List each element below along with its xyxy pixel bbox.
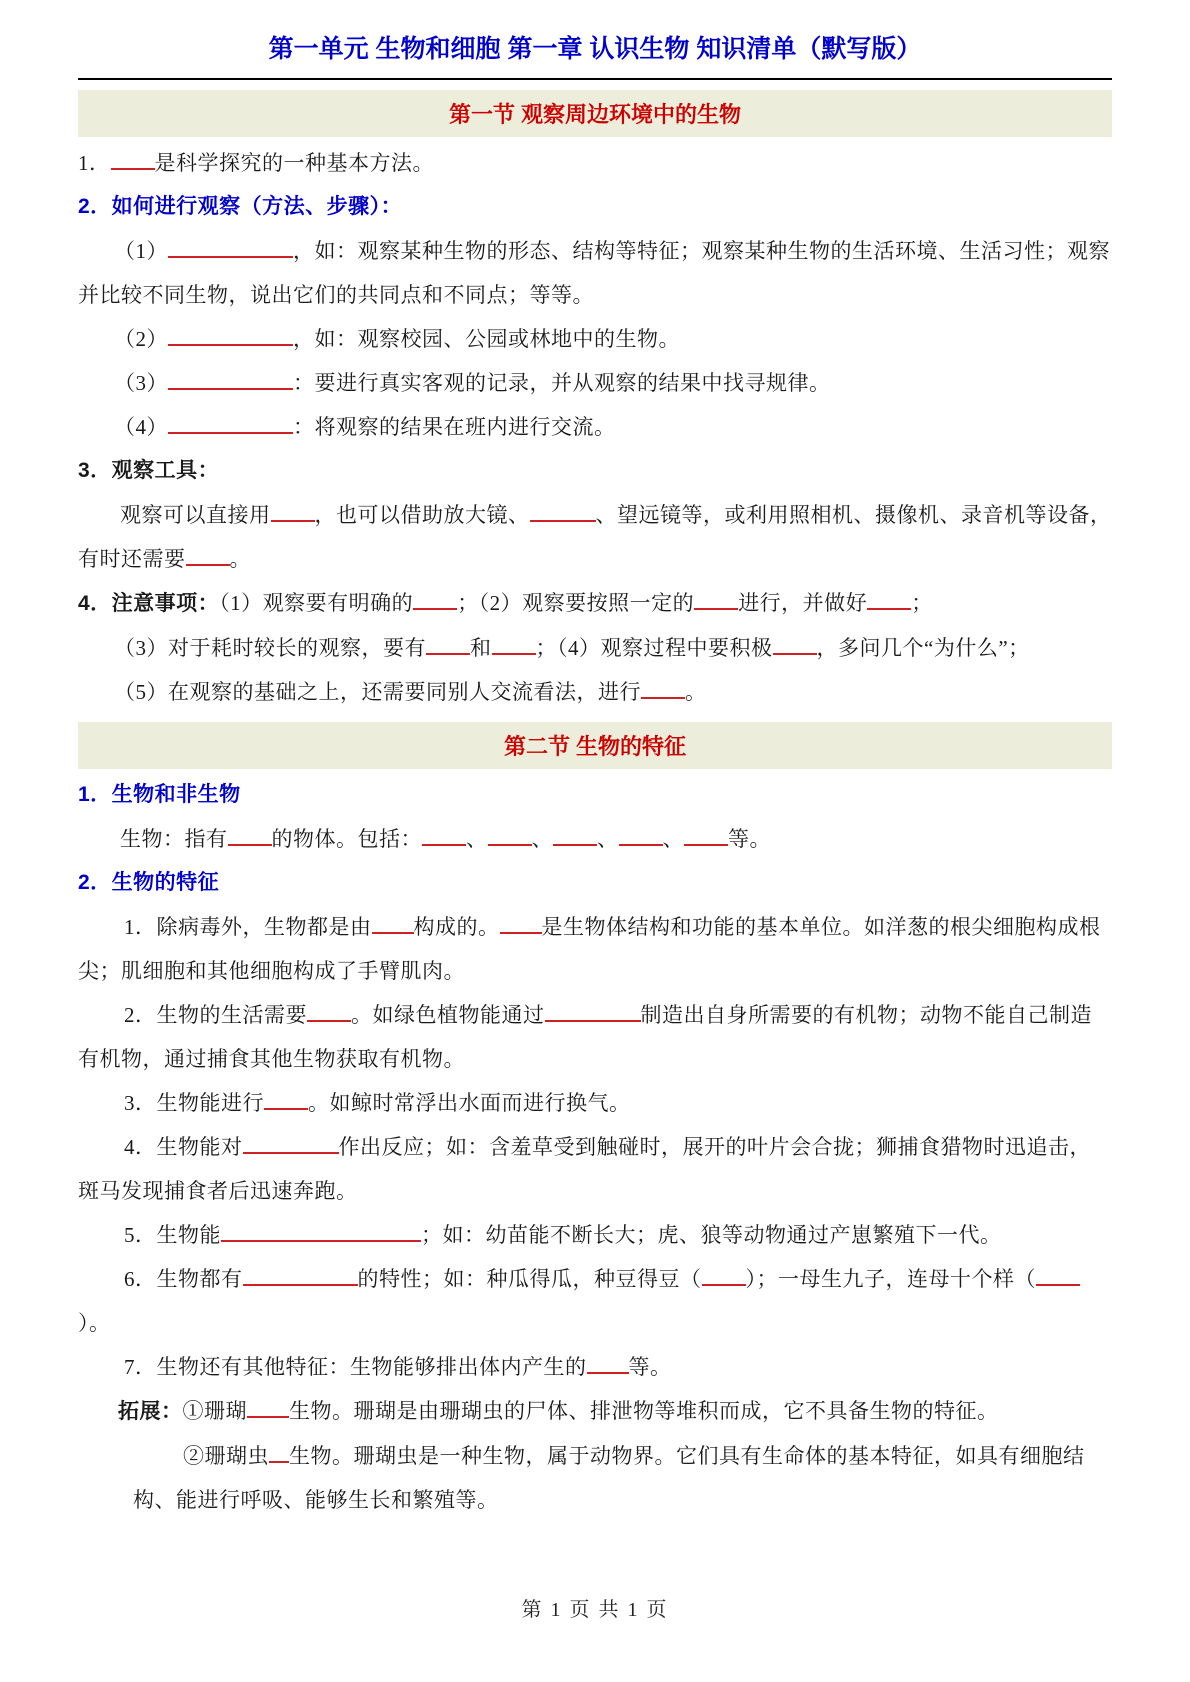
text-run: ，多问几个“为什么”；	[816, 636, 1030, 660]
text-run: ，如：观察某种生物的形态、结构等特征；观察某种生物的生活环境、生活习性；观察并比较不同生物，说出它们的共同点和不同点；等等。	[78, 239, 1110, 307]
extension-coral-polyp	[78, 1434, 1112, 1522]
item-4-notes	[78, 581, 1112, 626]
text-run: 。如绿色植物能通过	[351, 1003, 545, 1027]
fill-in-blank	[264, 1092, 308, 1110]
fill-in-blank	[269, 1445, 289, 1463]
text-run: 、望远镜等，或利用照相机、摄像机、录音机等设备，有时还需要	[78, 503, 1112, 571]
text-run: 的特性；如：种瓜得瓜，种豆得豆（	[357, 1267, 702, 1291]
text-run: （2）	[114, 327, 168, 351]
fill-in-blank	[488, 828, 532, 846]
text-run: 。	[229, 547, 251, 571]
text-run: 。	[685, 680, 707, 704]
notes-continued	[78, 626, 1112, 670]
fill-in-blank	[587, 1356, 629, 1374]
feature-5-growth	[78, 1213, 1112, 1257]
document-body	[78, 90, 1112, 1522]
fill-in-blank	[372, 916, 414, 934]
text-run: 、	[597, 827, 619, 851]
fill-in-blank	[243, 1268, 358, 1286]
text-run: （1）观察要有明确的	[219, 591, 414, 615]
fill-in-blank	[426, 637, 470, 655]
feature-4-stimuli	[78, 1125, 1112, 1213]
text-run: 是生物体结构和功能的基本单位。如洋葱的根尖细胞构成根尖；肌细胞和其他细胞构成了手臂肌肉。	[78, 915, 1101, 983]
page-title: 第一单元 生物和细胞 第一章 认识生物 知识清单（默写版）	[268, 35, 922, 63]
fill-in-blank	[702, 1268, 746, 1286]
text-run: （3）对于耗时较长的观察，要有	[114, 636, 426, 660]
fill-in-blank	[422, 828, 466, 846]
q1-observation-method	[78, 141, 1112, 185]
text-run: ；（4）观察过程中要积极	[535, 636, 773, 660]
fill-in-blank	[492, 637, 536, 655]
text-run: 、	[662, 827, 684, 851]
fill-in-blank	[221, 1224, 421, 1242]
text-run: 4．注意事项：	[78, 592, 220, 615]
text-run: 。如鲸时常浮出水面而进行换气。	[308, 1091, 631, 1115]
text-run: 和	[470, 636, 492, 660]
text-run: 1．	[78, 151, 111, 175]
text-run: ：要进行真实客观的记录，并从观察的结果中找寻规律。	[293, 371, 831, 395]
feature-2-nutrition	[78, 993, 1112, 1081]
text-run: 拓展：	[118, 1400, 183, 1423]
section-1-header	[78, 90, 1112, 137]
heading-how-to-observe	[78, 185, 1112, 229]
text-run: ①珊瑚	[182, 1399, 247, 1423]
text-run: 1．生物和非生物	[78, 783, 241, 806]
fill-in-blank	[168, 328, 293, 346]
text-run: 等。	[628, 1355, 672, 1379]
text-run: 是科学探究的一种基本方法。	[154, 151, 434, 175]
title-divider	[78, 78, 1112, 80]
text-run: 、	[531, 827, 553, 851]
fill-in-blank	[271, 504, 315, 522]
text-run: 生物。珊瑚是由珊瑚虫的尸体、排泄物等堆积而成，它不具备生物的特征。	[289, 1399, 999, 1423]
fill-in-blank	[684, 828, 728, 846]
heading-characteristics	[78, 861, 1112, 905]
fill-in-blank	[773, 637, 817, 655]
text-run: 4．生物能对	[124, 1135, 243, 1159]
fill-in-blank	[168, 372, 293, 390]
text-run: 7．生物还有其他特征：生物能够排出体内产生的	[124, 1355, 587, 1379]
fill-in-blank	[111, 152, 155, 170]
text-run: （1）	[114, 239, 168, 263]
feature-3-respiration	[78, 1081, 1112, 1125]
text-run: 3．生物能进行	[124, 1091, 264, 1115]
fill-in-blank	[243, 1136, 339, 1154]
fill-in-blank	[545, 1004, 641, 1022]
page-number: 第 1 页 共 1 页	[521, 1599, 669, 1621]
section-2-header	[78, 722, 1112, 769]
section-header-title: 第一节 观察周边环境中的生物	[448, 102, 742, 127]
step-1-purpose	[78, 229, 1112, 317]
section-header-title: 第二节 生物的特征	[503, 734, 687, 759]
text-run: ）。	[78, 1311, 111, 1335]
step-2-target	[78, 317, 1112, 361]
text-run: ，如：观察校园、公园或林地中的生物。	[293, 327, 680, 351]
fill-in-blank	[641, 681, 685, 699]
notes-item-5	[78, 670, 1112, 714]
text-run: （3）	[114, 371, 168, 395]
feature-1-cells	[78, 905, 1112, 993]
text-run: 生物。珊瑚虫是一种生物，属于动物界。它们具有生命体的基本特征，如具有细胞结构、能进行呼吸、能够生长和繁殖等。	[133, 1444, 1085, 1512]
text-run: ②珊瑚虫	[183, 1444, 269, 1468]
heading-observation-tools	[78, 449, 1112, 493]
text-run: （4）	[114, 415, 168, 439]
fill-in-blank	[307, 1004, 351, 1022]
fill-in-blank	[247, 1400, 289, 1418]
fill-in-blank	[694, 592, 738, 610]
fill-in-blank	[413, 592, 457, 610]
living-definition	[78, 817, 1112, 861]
text-run: ）；一母生九子，连母十个样（	[745, 1267, 1036, 1291]
feature-6-heredity	[78, 1257, 1112, 1345]
text-run: 6．生物都有	[124, 1267, 243, 1291]
fill-in-blank	[619, 828, 663, 846]
text-run: 、	[466, 827, 488, 851]
text-run: ，也可以借助放大镜、	[314, 503, 530, 527]
fill-in-blank	[168, 240, 293, 258]
text-run: 生物：指有	[120, 827, 228, 851]
text-run: 2．如何进行观察（方法、步骤）：	[78, 195, 403, 218]
fill-in-blank	[1036, 1268, 1080, 1286]
step-3-record	[78, 361, 1112, 405]
fill-in-blank	[186, 548, 230, 566]
text-run: 2．生物的生活需要	[124, 1003, 307, 1027]
text-run: 2．生物的特征	[78, 871, 220, 894]
fill-in-blank	[553, 828, 597, 846]
text-run: 3．观察工具：	[78, 459, 220, 482]
tools-description	[78, 493, 1112, 581]
text-run: 观察可以直接用	[120, 503, 271, 527]
fill-in-blank	[228, 828, 272, 846]
fill-in-blank	[530, 504, 596, 522]
text-run: 构成的。	[413, 915, 500, 939]
extension-coral	[78, 1389, 1112, 1434]
text-run: ；	[911, 591, 933, 615]
text-run: 1．除病毒外，生物都是由	[124, 915, 372, 939]
text-run: 5．生物能	[124, 1223, 221, 1247]
text-run: （5）在观察的基础之上，还需要同别人交流看法，进行	[114, 680, 641, 704]
text-run: 作出反应；如：含羞草受到触碰时，展开的叶片会合拢；狮捕食猎物时迅追击，斑马发现捕食者后迅速奔跑。	[78, 1135, 1091, 1203]
fill-in-blank	[168, 416, 293, 434]
feature-7-excretion	[78, 1345, 1112, 1389]
step-4-communicate	[78, 405, 1112, 449]
fill-in-blank	[867, 592, 911, 610]
text-run: ：将观察的结果在班内进行交流。	[293, 415, 616, 439]
text-run: 等。	[728, 827, 771, 851]
text-run: ；（2）观察要按照一定的	[457, 591, 695, 615]
heading-living-vs-nonliving	[78, 773, 1112, 817]
text-run: ；如：幼苗能不断长大；虎、狼等动物通过产崽繁殖下一代。	[421, 1223, 1002, 1247]
text-run: 的物体。包括：	[271, 827, 422, 851]
text-run: 制造出自身所需要的有机物；动物不能自己制造有机物，通过捕食其他生物获取有机物。	[78, 1003, 1092, 1071]
fill-in-blank	[500, 916, 542, 934]
text-run: 进行，并做好	[738, 591, 868, 615]
